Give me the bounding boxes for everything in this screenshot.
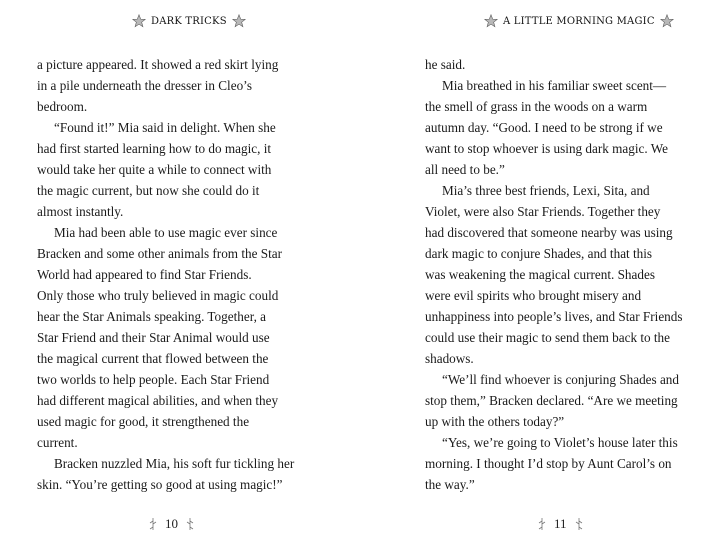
running-head-title: A LITTLE MORNING MAGIC — [503, 15, 655, 27]
text-line: “We’ll find whoever is conjuring Shades and — [442, 372, 679, 387]
text-line: had discovered that someone nearby was using — [425, 225, 673, 240]
text-line: he said. — [425, 57, 466, 72]
text-line: the way.” — [425, 477, 475, 492]
text-line: hear the Star Animals speaking. Together, a — [37, 309, 267, 324]
text-line: Bracken and some other animals from the Star — [37, 246, 282, 261]
star-sprig-icon — [537, 517, 547, 531]
star-sprig-icon — [148, 517, 158, 531]
running-head-left — [132, 11, 246, 31]
text-line: the smell of grass in the woods on a warm — [425, 99, 648, 114]
text-line: Mia’s three best friends, Lexi, Sita, and — [442, 183, 650, 198]
left-page — [0, 0, 363, 557]
text-line: almost instantly. — [37, 204, 124, 219]
star-icon — [660, 14, 674, 28]
text-line: want to stop whoever is using dark magic. We — [425, 141, 668, 156]
text-line: bedroom. — [37, 99, 88, 114]
star-icon — [232, 14, 246, 28]
body-text-left — [37, 54, 294, 495]
star-icon — [484, 14, 498, 28]
text-line: skin. “You’re getting so good at using magic!” — [37, 477, 283, 492]
page-number: 11 — [554, 516, 567, 531]
body-text-right — [425, 54, 683, 495]
text-line: the magic current, but now she could do it — [37, 183, 260, 198]
page-number-right — [537, 516, 584, 532]
text-line: Mia had been able to use magic ever since — [54, 225, 278, 240]
text-line: two worlds to help people. Each Star Friend — [37, 372, 270, 387]
text-line: had first started learning how to do magic, it — [37, 141, 272, 156]
star-icon — [132, 14, 146, 28]
text-line: could use their magic to send them back to the — [425, 330, 670, 345]
text-line: Violet, were also Star Friends. Together they — [425, 204, 661, 219]
text-line: would take her quite a while to connect with — [37, 162, 272, 177]
text-line: Only those who truly believed in magic could — [37, 288, 279, 303]
text-line: morning. I thought I’d stop by Aunt Carol’s on — [425, 456, 672, 471]
text-line: a picture appeared. It showed a red skirt lying — [37, 57, 279, 72]
text-line: up with the others today?” — [425, 414, 565, 429]
text-line: “Yes, we’re going to Violet’s house later this — [442, 435, 678, 450]
text-line: World had appeared to find Star Friends. — [37, 267, 252, 282]
text-line: had different magical abilities, and when they — [37, 393, 279, 408]
text-line: “Found it!” Mia said in delight. When she — [54, 120, 276, 135]
text-line: used magic for good, it strengthened the — [37, 414, 250, 429]
text-line: dark magic to conjure Shades, and that this — [425, 246, 653, 261]
text-line: stop them,” Bracken declared. “Are we meeting — [425, 393, 678, 408]
text-line: was weakening the magical current. Shades — [425, 267, 655, 282]
running-head-right — [484, 11, 674, 31]
text-line: autumn day. “Good. I need to be strong if we — [425, 120, 663, 135]
star-sprig-icon — [185, 517, 195, 531]
star-sprig-icon — [574, 517, 584, 531]
text-line: Mia breathed in his familiar sweet scent— — [442, 78, 667, 93]
text-line: the magical current that flowed between the — [37, 351, 269, 366]
text-line: all need to be.” — [425, 162, 505, 177]
text-line: in a pile underneath the dresser in Cleo’s — [37, 78, 252, 93]
page-number: 10 — [165, 516, 178, 531]
text-line: Star Friend and their Star Animal would use — [37, 330, 270, 345]
text-line: Bracken nuzzled Mia, his soft fur tickling her — [54, 456, 295, 471]
right-page — [364, 0, 727, 557]
page-number-left — [148, 516, 195, 532]
text-line: unhappiness into people’s lives, and Star Friends — [425, 309, 683, 324]
running-head-title: DARK TRICKS — [151, 15, 227, 27]
text-line: shadows. — [425, 351, 474, 366]
text-line: current. — [37, 435, 78, 450]
text-line: were evil spirits who brought misery and — [425, 288, 642, 303]
